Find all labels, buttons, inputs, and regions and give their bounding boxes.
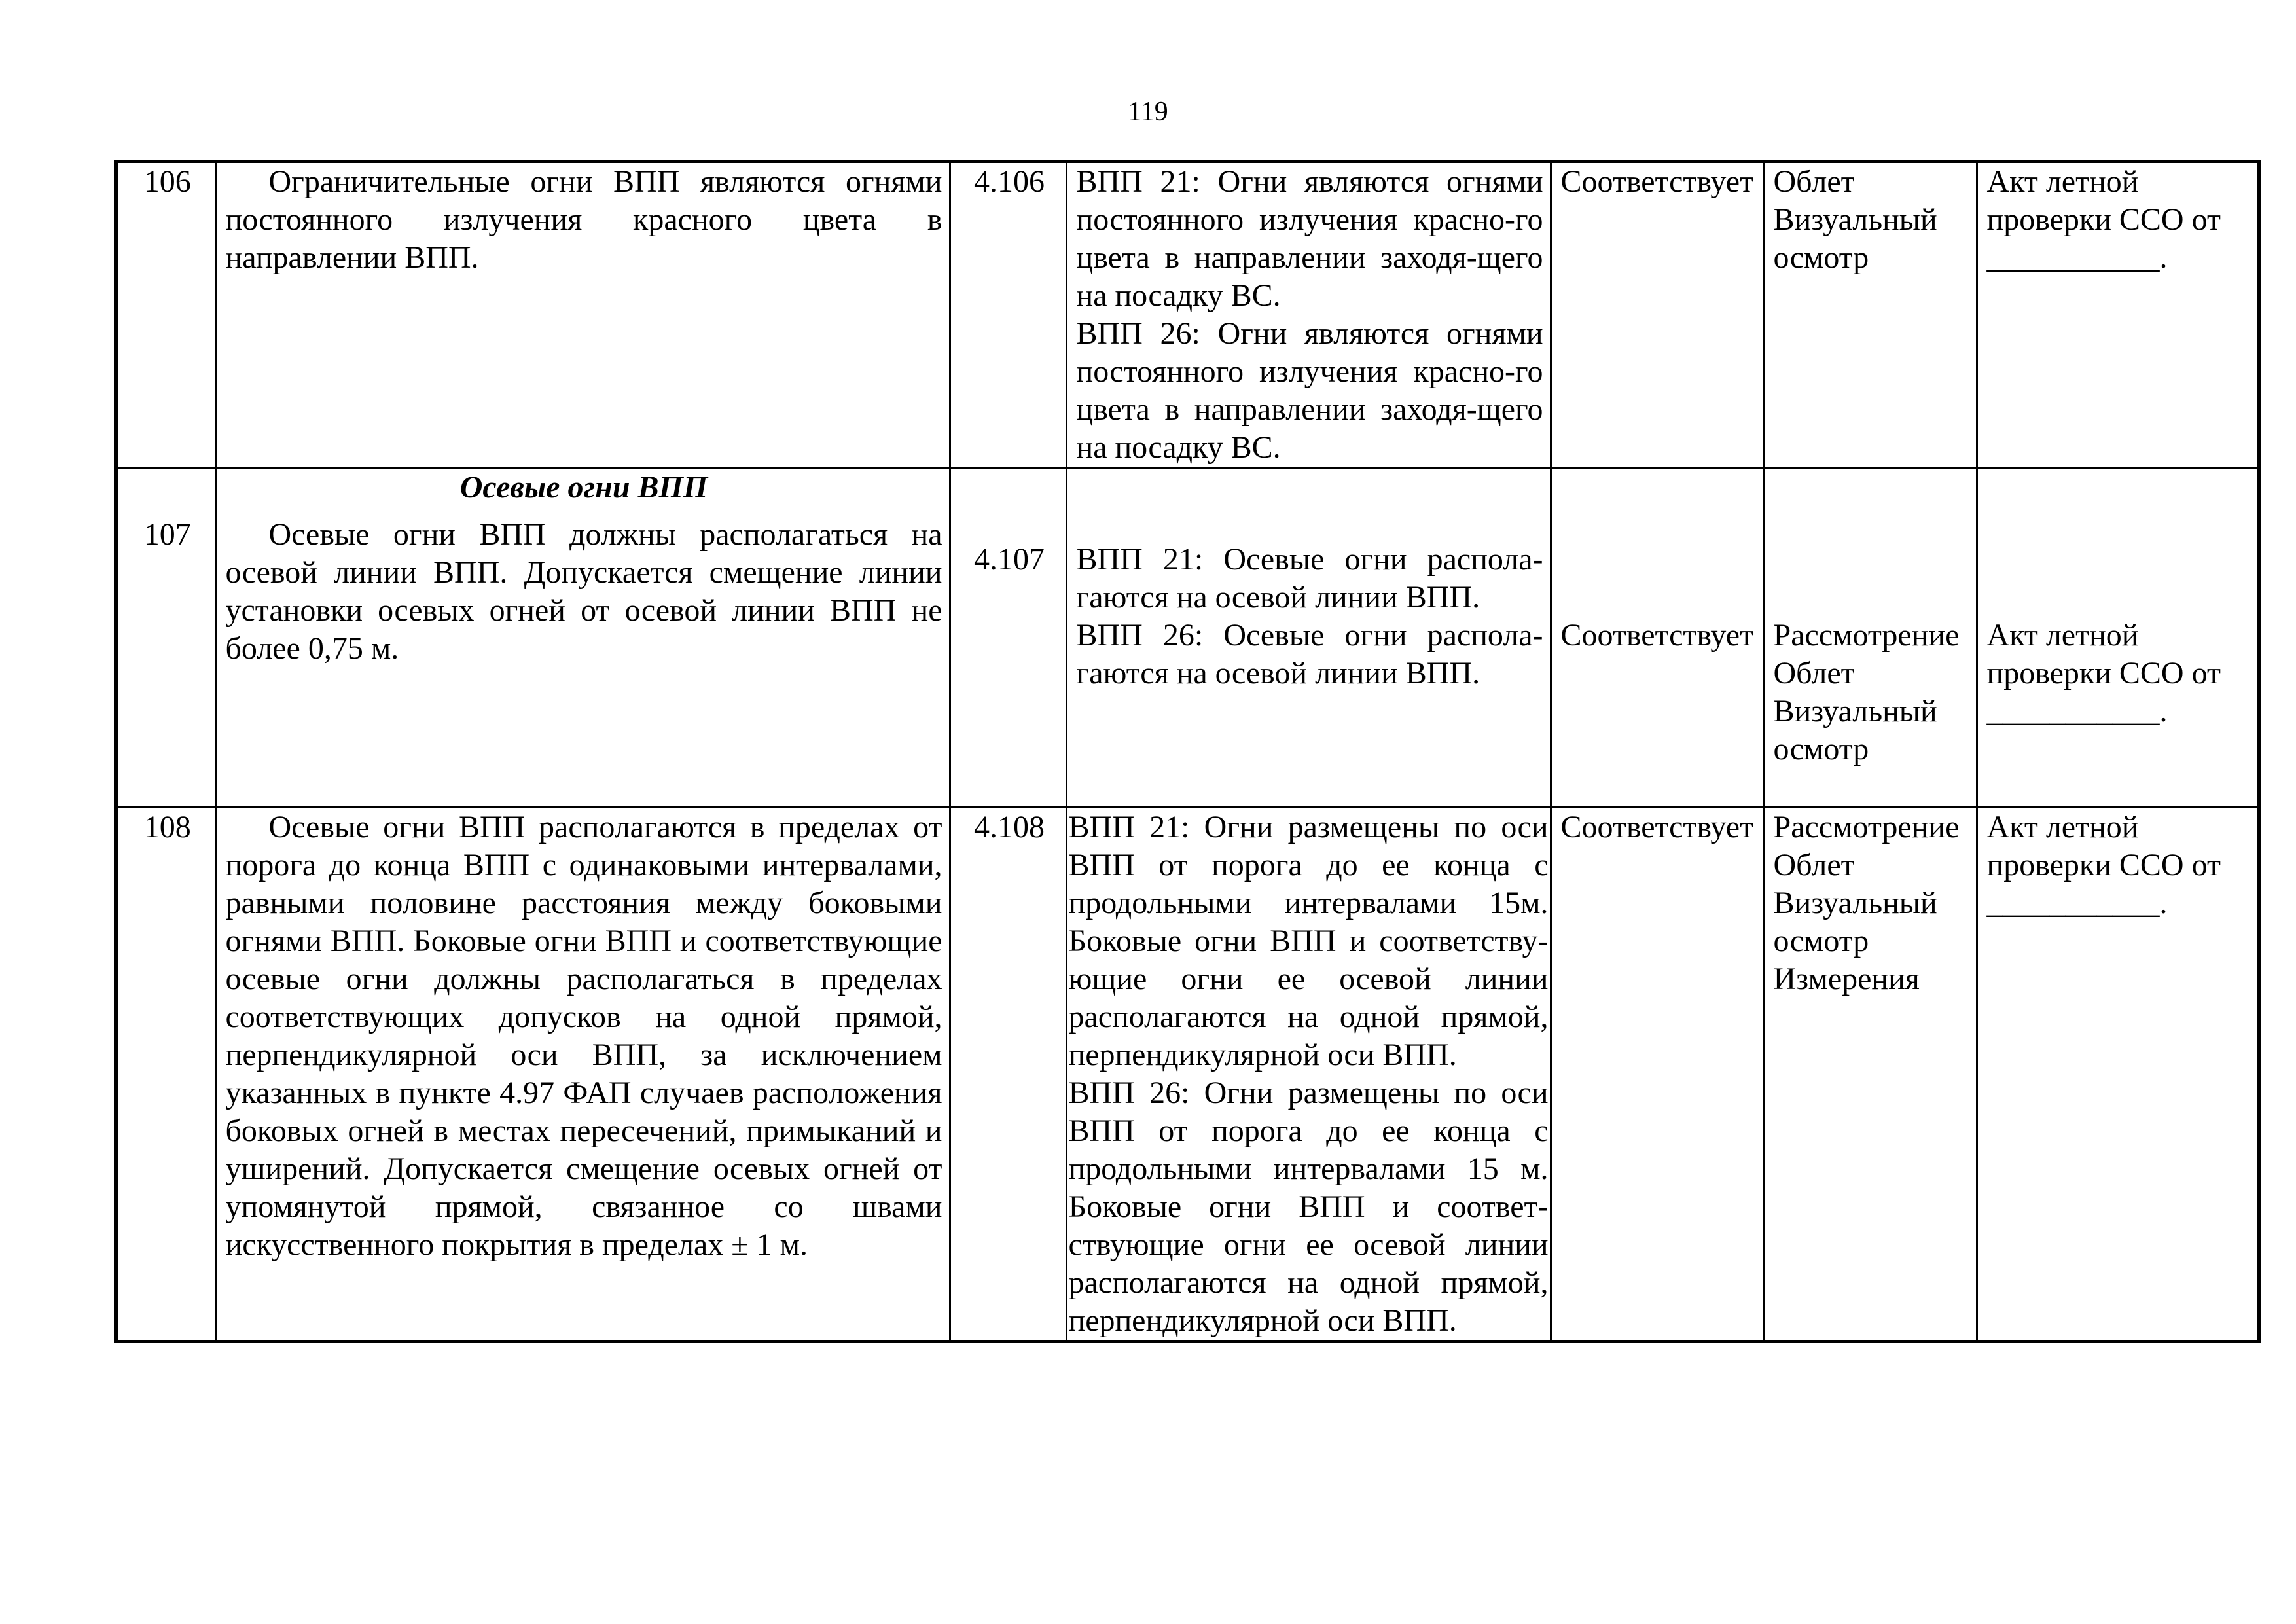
evidence-document: Акт летной проверки ССО от ___________.: [1977, 162, 2259, 468]
requirement-text: Осевые огни ВПП должны располагаться на осевой линии ВПП. Допускается смещение линии установки осевых огней от осевой линии ВПП не более 0,75 м.: [225, 517, 942, 666]
actual-state-rwy26: ВПП 26: Огни размещены по оси ВПП от порога до ее конца с продольными интервалами 15 м. Боковые огни ВПП и соответ-ствующие огни ее осевой линии располагаются на одной прямой, перпендикулярной оси ВПП.: [1068, 1075, 1549, 1338]
actual-state-cell: [1066, 162, 1551, 468]
requirement-text: Осевые огни ВПП располагаются в пределах от порога до конца ВПП с одинаковыми интервалами, равными половине расстояния между боковыми огнями ВПП. Боковые огни ВПП и соответствующие осевые огни должны располагаться в пределах соответствующих допусков на одной прямой, перпендикулярной оси ВПП, за исключением указанных в пункте 4.97 ФАП случаев расположения боковых огней в местах пересечений, примыканий и уширений. Допускается смещение осевых огней от упомянутой прямой, связанное со швами искусственного покрытия в пределах ± 1 м.: [225, 810, 942, 1262]
table-row: [116, 162, 2259, 468]
fap-point: 4.106: [950, 162, 1066, 468]
compliance-table: [114, 160, 2261, 1343]
compliance-status-label: Соответствует: [1560, 618, 1754, 653]
table-row: [116, 468, 2259, 808]
table-row: [116, 808, 2259, 1342]
actual-state-rwy21: ВПП 21: Осевые огни распола-гаются на осевой линии ВПП.: [1076, 542, 1543, 615]
verification-method-label: Рассмотрение Облет Визуальный осмотр: [1773, 618, 1960, 767]
evidence-document: Акт летной проверки ССО от ___________.: [1977, 808, 2259, 1342]
actual-state-rwy26: ВПП 26: Огни являются огнями постоянного излучения красно-го цвета в направлении заходя-щего на посадку ВС.: [1076, 316, 1543, 465]
actual-state-rwy21: ВПП 21: Огни являются огнями постоянного излучения красно-го цвета в направлении заходя-щего на посадку ВС.: [1076, 164, 1543, 313]
requirement-cell: [215, 808, 950, 1342]
fap-point-label: 4.107: [974, 542, 1045, 577]
row-number: 108: [116, 808, 215, 1342]
evidence-document: [1977, 468, 2259, 808]
requirement-text: Ограничительные огни ВПП являются огнями постоянного излучения красного цвета в направлении ВПП.: [225, 164, 942, 275]
actual-state-rwy21: ВПП 21: Огни размещены по оси ВПП от порога до ее конца с продольными интервалами 15м. Боковые огни ВПП и соответству-ющие огни ее осевой линии располагаются на одной прямой, перпендикулярной оси ВПП.: [1068, 810, 1549, 1072]
section-title: Осевые огни ВПП: [459, 470, 708, 505]
requirement-cell: [215, 468, 950, 808]
row-number: 106: [116, 162, 215, 468]
compliance-status: Соответствует: [1551, 162, 1763, 468]
verification-method: [1763, 468, 1977, 808]
row-number-label: 107: [143, 517, 191, 552]
compliance-status: Соответствует: [1551, 808, 1763, 1342]
fap-point: [950, 468, 1066, 808]
verification-method: Рассмотрение Облет Визуальный осмотр Измерения: [1763, 808, 1977, 1342]
actual-state-rwy26: ВПП 26: Осевые огни распола-гаются на осевой линии ВПП.: [1076, 618, 1543, 691]
fap-point: 4.108: [950, 808, 1066, 1342]
compliance-status: [1551, 468, 1763, 808]
row-number: [116, 468, 215, 808]
evidence-document-label: Акт летной проверки ССО от ___________.: [1986, 618, 2221, 729]
actual-state-cell: [1066, 468, 1551, 808]
verification-method: Облет Визуальный осмотр: [1763, 162, 1977, 468]
requirement-cell: [215, 162, 950, 468]
actual-state-cell: [1066, 808, 1551, 1342]
page-number: 119: [1128, 97, 1168, 127]
